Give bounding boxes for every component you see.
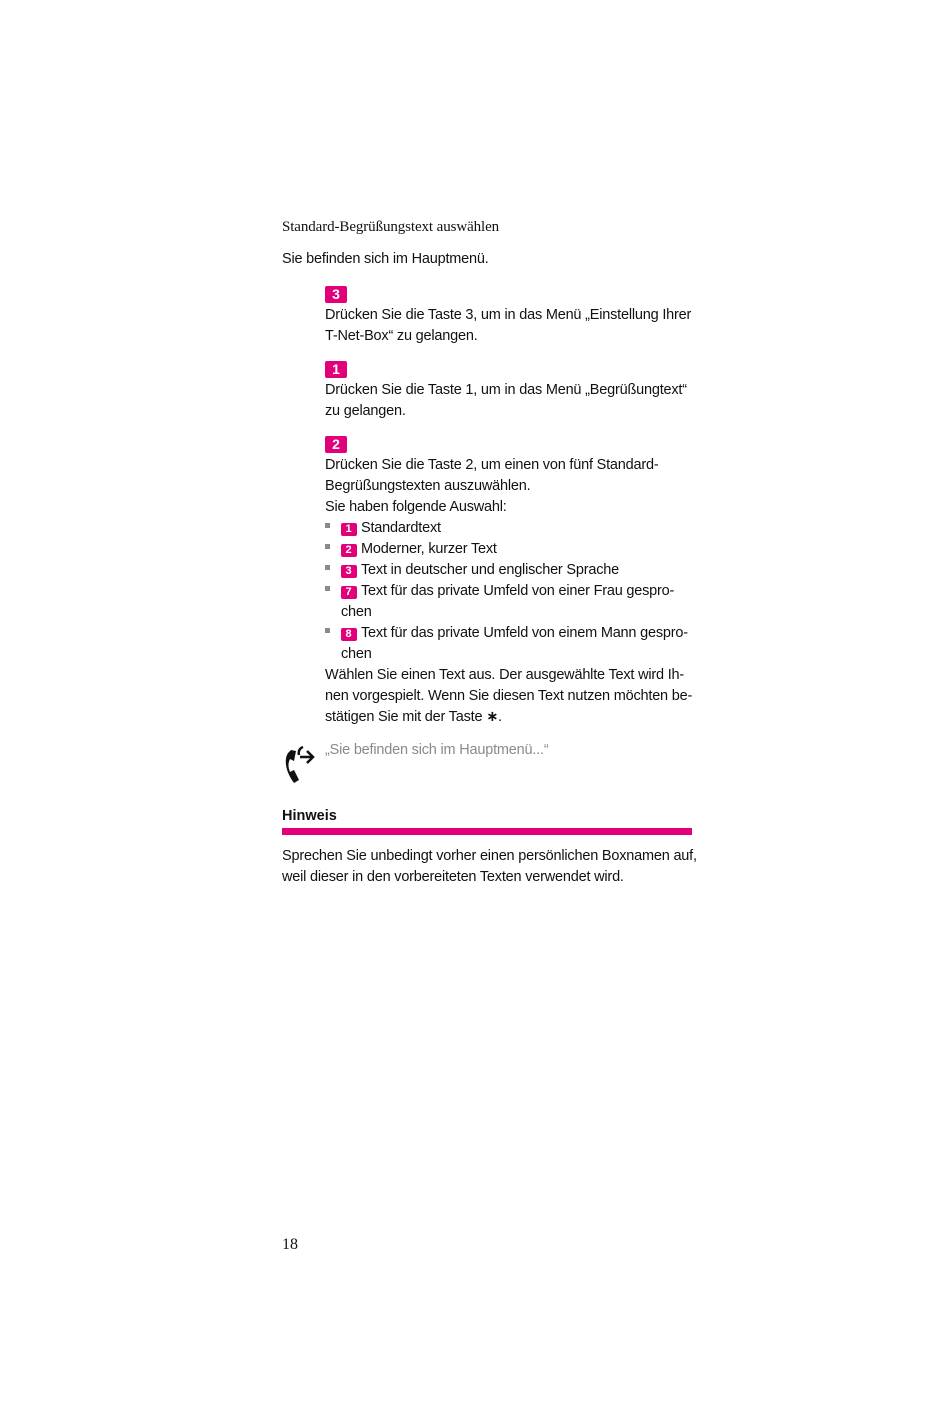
key-badge: 1 xyxy=(325,361,347,378)
square-bullet-icon xyxy=(325,544,330,549)
option-label: Text in deutscher und englischer Sprache xyxy=(361,562,619,578)
selection-text: Wählen Sie einen Text aus. Der ausgewählte Text wird Ih-nen vorgespielt. Wenn Sie diesen Text nutzen möchten be-stätigen Sie mit der Taste xyxy=(325,667,693,725)
step-3 xyxy=(325,436,695,728)
option-label: Text für das private Umfeld von einem Mann gespro- xyxy=(361,625,688,641)
phone-handset-arrow-icon xyxy=(282,745,318,787)
key-badge: 3 xyxy=(341,565,357,578)
option-label-continued: chen xyxy=(341,604,372,620)
note-divider xyxy=(282,828,692,835)
list-item xyxy=(325,581,695,623)
step-2 xyxy=(325,361,695,422)
list-item xyxy=(325,539,695,560)
list-item xyxy=(325,560,695,581)
square-bullet-icon xyxy=(325,628,330,633)
selection-instruction xyxy=(325,665,695,728)
step-instruction: Drücken Sie die Taste 2, um einen von fünf Standard-Begrüßungstexten auszuwählen. xyxy=(325,457,659,494)
key-badge: 1 xyxy=(341,523,357,536)
key-badge: 7 xyxy=(341,586,357,599)
intro-text: Sie befinden sich im Hauptmenü. xyxy=(282,251,489,267)
list-item xyxy=(325,518,695,539)
choice-intro: Sie haben folgende Auswahl: xyxy=(325,499,507,515)
step-1 xyxy=(325,286,695,347)
key-badge: 8 xyxy=(341,628,357,641)
option-label: Standardtext xyxy=(361,520,441,536)
list-item xyxy=(325,623,695,665)
page-number: 18 xyxy=(282,1236,298,1253)
options-list xyxy=(325,518,695,665)
square-bullet-icon xyxy=(325,586,330,591)
section-heading: Standard-Begrüßungstext auswählen xyxy=(282,219,500,235)
star-key: ∗ xyxy=(486,709,499,725)
step-text: Drücken Sie die Taste 1, um in das Menü „Begrüßungtext“ zu gelangen. xyxy=(325,382,687,419)
key-badge: 2 xyxy=(325,436,347,453)
selection-end: . xyxy=(498,709,502,725)
voice-prompt: „Sie befinden sich im Hauptmenü...“ xyxy=(325,742,549,758)
step-text: Drücken Sie die Taste 3, um in das Menü „Einstellung Ihrer T-Net-Box“ zu gelangen. xyxy=(325,307,692,344)
key-badge: 2 xyxy=(341,544,357,557)
option-label-continued: chen xyxy=(341,646,372,662)
step-text xyxy=(325,455,695,728)
option-label: Moderner, kurzer Text xyxy=(361,541,497,557)
note-heading: Hinweis xyxy=(282,808,337,824)
note-text: Sprechen Sie unbedingt vorher einen persönlichen Boxnamen auf, weil dieser in den vorbereiteten Texten verwendet wird. xyxy=(282,848,697,885)
square-bullet-icon xyxy=(325,523,330,528)
option-label: Text für das private Umfeld von einer Frau gespro- xyxy=(361,583,675,599)
key-badge: 3 xyxy=(325,286,347,303)
square-bullet-icon xyxy=(325,565,330,570)
